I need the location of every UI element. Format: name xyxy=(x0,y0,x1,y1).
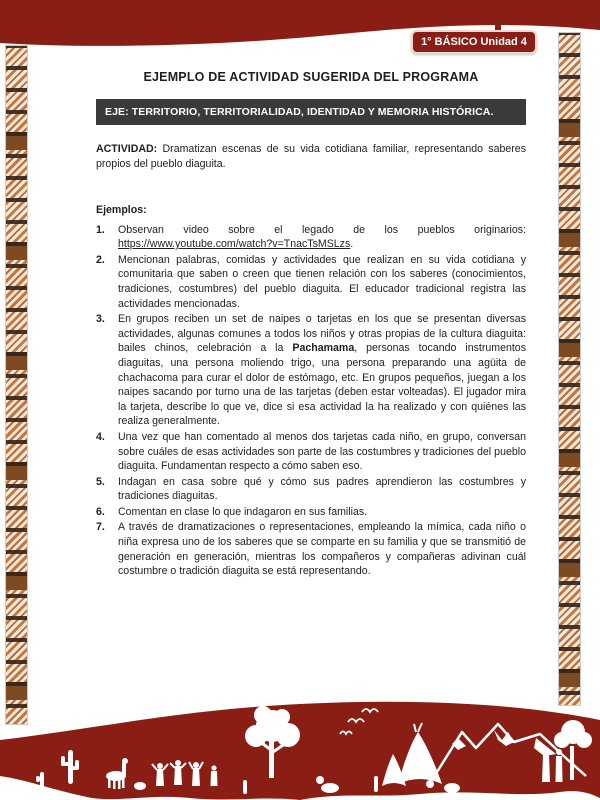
examples-heading: Ejemplos: xyxy=(96,203,147,216)
eje-banner: EJE: TERRITORIO, TERRITORIALIDAD, IDENTIDAD Y MEMORIA HISTÓRICA. xyxy=(96,99,526,125)
list-item xyxy=(96,223,526,252)
text-segment: Indagan en casa sobre qué y cómo sus padres aprendieron las costumbres y tradiciones diaguitas. xyxy=(118,475,526,503)
unit-badge-label: 1° BÁSICO Unidad 4 xyxy=(421,36,527,48)
list-item-number: 6. xyxy=(96,505,105,518)
text-segment: . xyxy=(350,238,354,251)
activity-paragraph xyxy=(96,142,526,172)
text-segment: , personas tocando instrumentos diaguitas, una persona moliendo trigo, una persona preparando una agüita de chachacoma para curar el dolor de estómago, etc. En grupos pequeños, juegan a los naipes sacando por turno una de las tarjetas (deben estar volteadas). El jugador mira la tarjeta, describe lo que ve, dice si esa actividad la ha realizado y con quiénes las realiza generalmente. xyxy=(118,342,526,428)
text-segment: Comentan en clase lo que indagaron en sus familias. xyxy=(118,505,368,518)
content-column xyxy=(96,70,526,580)
list-item-text xyxy=(118,475,526,504)
examples-list xyxy=(96,223,526,579)
list-item-text xyxy=(118,223,526,252)
activity-label: ACTIVIDAD: xyxy=(96,143,158,155)
activity-text: Dramatizan escenas de su vida cotidiana familiar, representando saberes propios del pueblo diaguita. xyxy=(96,143,526,170)
list-item-text xyxy=(118,520,526,578)
list-item xyxy=(96,253,526,311)
list-item xyxy=(96,505,526,520)
text-segment: Mencionan palabras, comidas y actividades que realizan en su vida cotidiana y comunitaria que saben o creen que tienen relación con los saberes (conocimientos, tradiciones, costumbres) del pueblo diaguita. El educador tradicional registra las actividades mencionadas. xyxy=(118,253,526,310)
text-segment: Observan video sobre el legado de los pueblos originarios: xyxy=(118,223,526,236)
ethnic-border-right-icon xyxy=(559,33,580,705)
text-segment: Pachamama xyxy=(292,342,355,355)
list-item-number: 1. xyxy=(96,223,105,236)
list-item-number: 3. xyxy=(96,313,105,326)
list-item xyxy=(96,312,526,429)
unit-badge xyxy=(411,30,537,54)
list-item-number: 4. xyxy=(96,430,105,443)
list-item xyxy=(96,430,526,474)
text-segment: En grupos reciben un set de naipes o tarjetas en los que se presentan diversas actividades, algunas comunes a todos los niños y otras propias de la cultura diaguita: bailes chinos, celebración a la xyxy=(118,313,526,355)
ethnic-border-left-icon xyxy=(6,46,27,724)
list-item-text xyxy=(118,430,526,474)
list-item-text xyxy=(118,505,526,520)
text-segment: Una vez que han comentado al menos dos tarjetas cada niño, en grupo, conversan sobre cuáles de esas actividades son parte de las costumbres y tradiciones del pueblo diaguita. Fundamentan respecto a cómo saben eso. xyxy=(118,430,526,473)
landscape-illustration xyxy=(0,688,600,800)
list-item-number: 7. xyxy=(96,521,105,534)
list-item-text xyxy=(118,312,526,429)
youtube-link[interactable]: https://www.youtube.com/watch?v=TnacTsMSLzs xyxy=(118,238,351,251)
list-item-number: 2. xyxy=(96,253,105,266)
list-item xyxy=(96,475,526,504)
list-item-text xyxy=(118,253,526,311)
page-title: EJEMPLO DE ACTIVIDAD SUGERIDA DEL PROGRAMA xyxy=(143,70,479,84)
list-item-number: 5. xyxy=(96,475,105,488)
text-segment: A través de dramatizaciones o representaciones, empleando la mímica, cada niño o niña expresa uno de los saberes que se comparte en su familia y que se transmitió de generación en generación, mientras los compañeros y compañeras adivinan cuál costumbre o tradición diaguita se está representando. xyxy=(118,521,526,578)
list-item xyxy=(96,520,526,578)
